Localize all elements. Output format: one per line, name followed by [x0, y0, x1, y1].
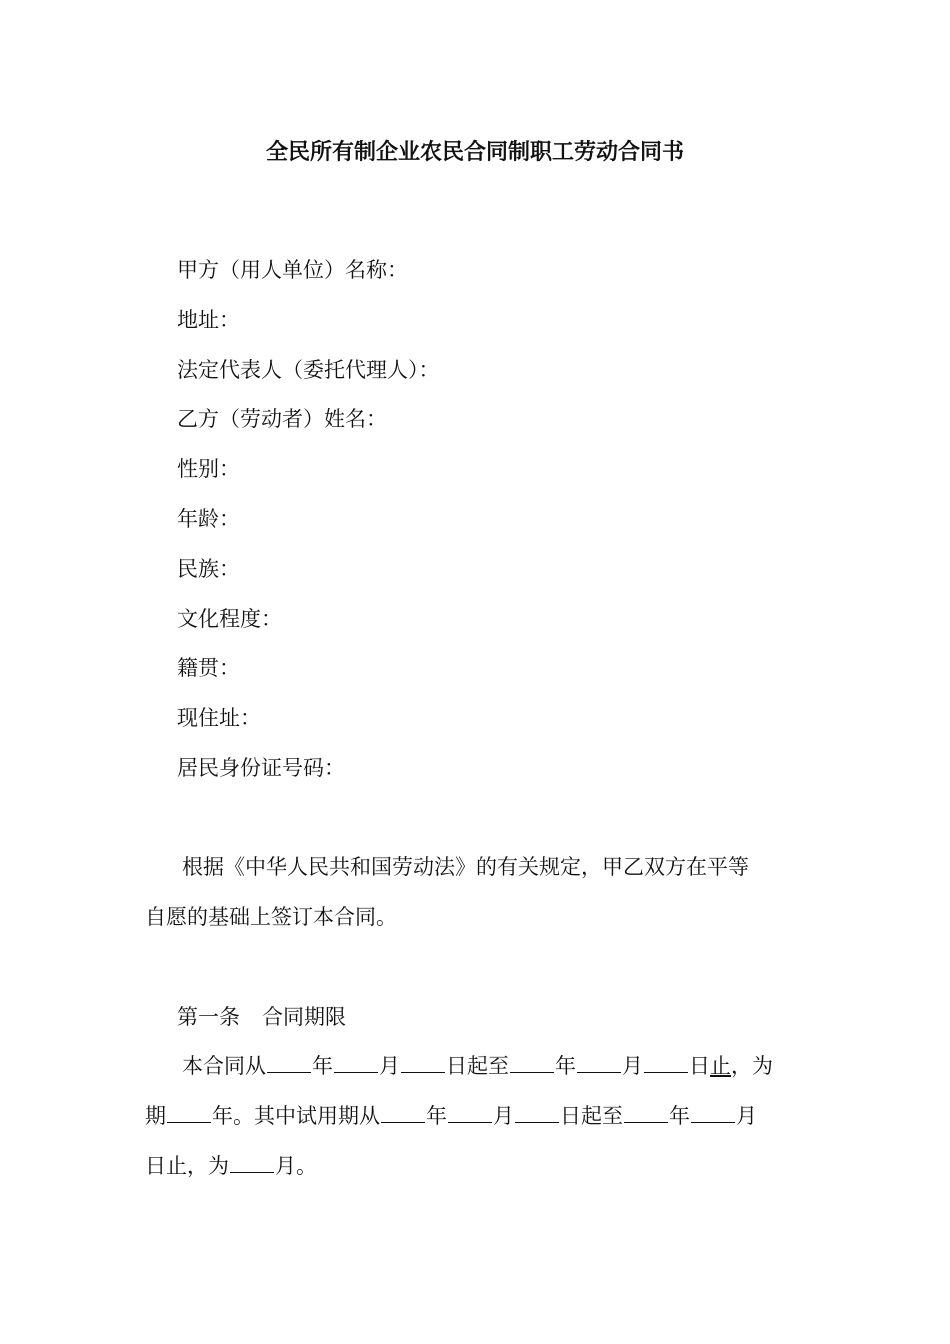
blank-probation-start-day[interactable] [515, 1102, 559, 1123]
field-address: 地址： [177, 308, 240, 332]
document-title: 全民所有制企业农民合同制职工劳动合同书 [265, 139, 684, 165]
blank-probation-start-year[interactable] [381, 1102, 425, 1123]
preamble-line-2: 自愿的基础上签订本合同。 [145, 905, 397, 929]
blank-start-year[interactable] [267, 1052, 311, 1073]
article-1-line-2: 期 年。其中试用期从 年 月 日起至 年 月 [145, 1104, 757, 1128]
article-1-line-3: 日止，为 月。 [145, 1154, 317, 1178]
blank-probation-months[interactable] [230, 1152, 274, 1173]
field-education: 文化程度： [177, 607, 282, 631]
field-employee-name: 乙方（劳动者）姓名： [177, 407, 387, 431]
blank-end-day[interactable] [644, 1052, 688, 1073]
blank-probation-start-month[interactable] [448, 1102, 492, 1123]
article-1-line-1: 本合同从 年 月 日起至 年 月 日止，为 [182, 1054, 773, 1078]
field-gender: 性别： [177, 457, 240, 481]
field-current-address: 现住址： [177, 706, 261, 730]
field-age: 年龄： [177, 507, 240, 531]
blank-term-years[interactable] [167, 1102, 211, 1123]
blank-probation-end-month[interactable] [691, 1102, 735, 1123]
blank-start-month[interactable] [334, 1052, 378, 1073]
field-employer-name: 甲方（用人单位）名称： [177, 258, 408, 282]
field-ethnicity: 民族： [177, 557, 240, 581]
preamble-line-1: 根据《中华人民共和国劳动法》的有关规定，甲乙双方在平等 [182, 855, 749, 879]
blank-end-year[interactable] [510, 1052, 554, 1073]
article-number: 第一条 [177, 1005, 240, 1029]
field-legal-representative: 法定代表人（委托代理人）： [177, 358, 440, 382]
blank-end-month[interactable] [577, 1052, 621, 1073]
article-heading: 合同期限 [262, 1005, 346, 1029]
field-native-place: 籍贯： [177, 656, 240, 680]
article-1-heading [177, 1002, 346, 1032]
blank-start-day[interactable] [401, 1052, 445, 1073]
field-id-number: 居民身份证号码： [177, 756, 345, 780]
blank-probation-end-year[interactable] [624, 1102, 668, 1123]
